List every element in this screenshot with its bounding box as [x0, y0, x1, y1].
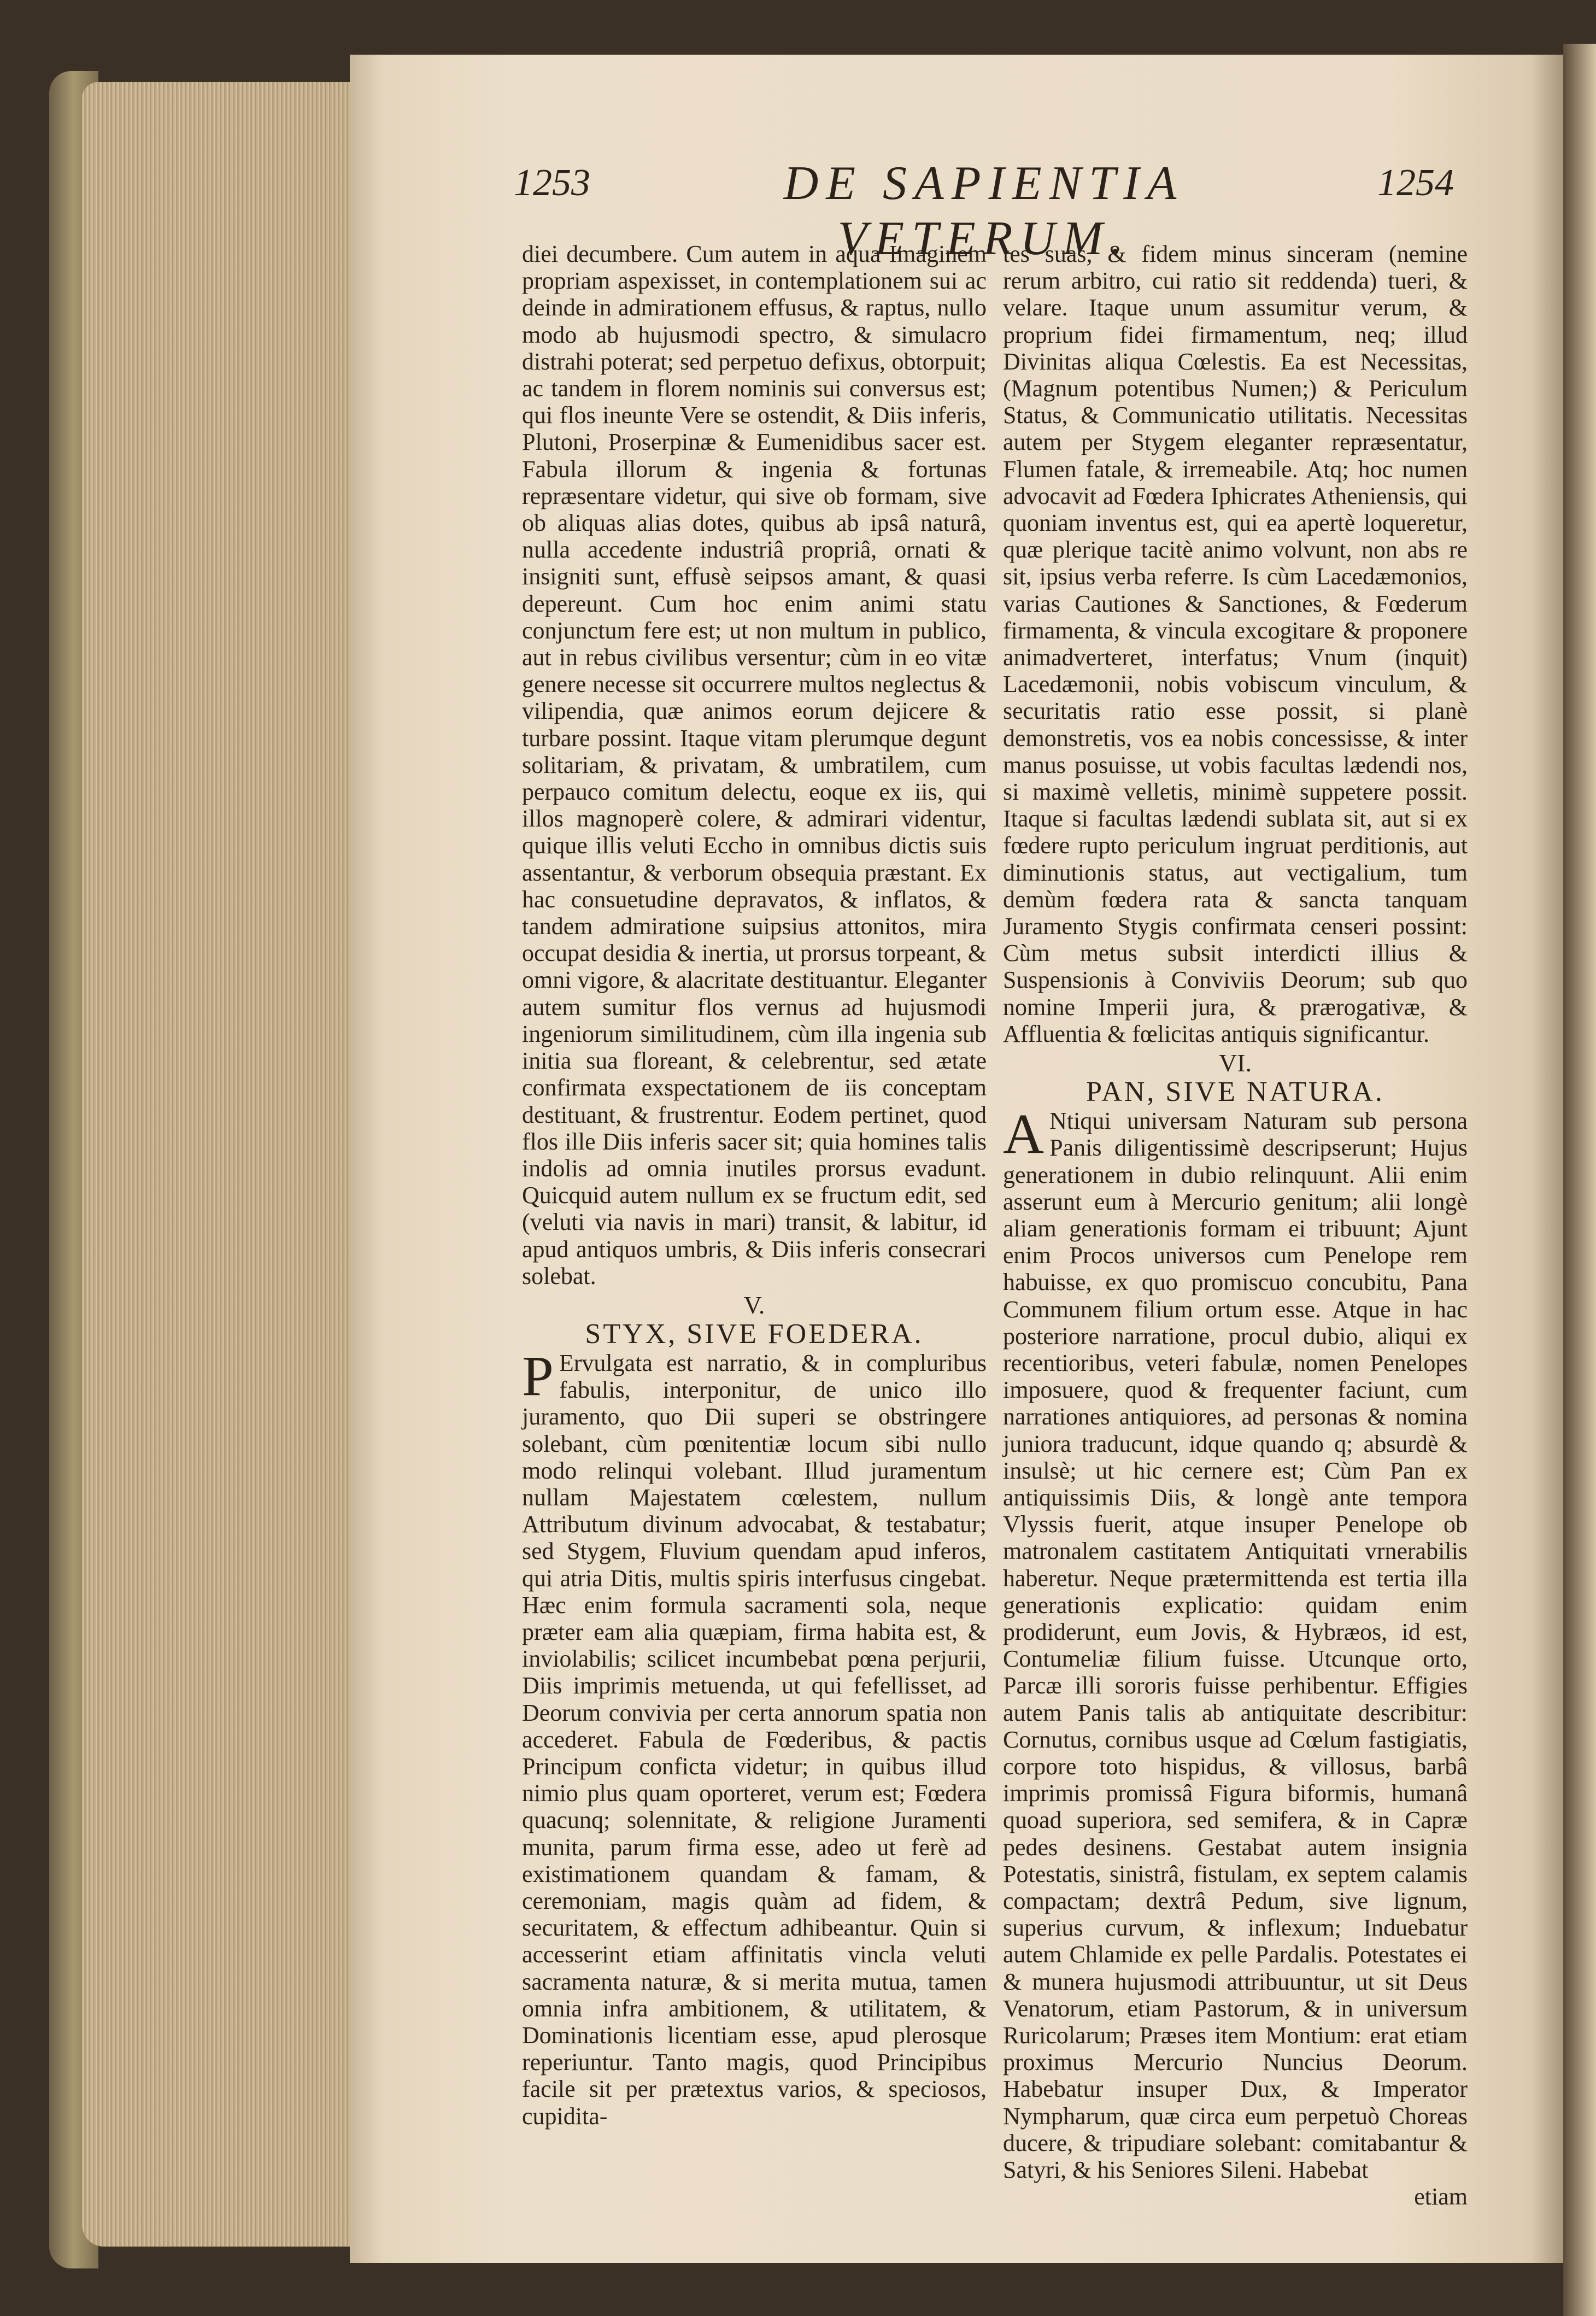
styx-text: Ervulgata est narratio, & in compluribus fabulis, interponitur, de unico illo juramento, quo Dii superi se obstringere solebant, cùm pœnitentiæ locum sibi nullo modo relinqui volebant. Illud juramentum nullam Majestatem cœlestem, nullum Attributum divinum advocabat, & testabatur; sed Stygem, Fluvium quendam apud inferos, qui atria Ditis, multis spiris interfusus cingebat. Hæc enim formula sacramenti sola, neque præter eam alia quæpiam, firma habita est, & inviolabilis; scilicet incumbebat pœna perjurii, Diis imprimis metuenda, ut qui fefellisset, ad Deorum convivia per certa annorum spatia non accederet. Fabula de Fœderibus, & pactis Principum conficta videtur; in quibus illud nimio plus quam oporteret, verum est; Fœdera quacunq; solennitate, & religione Juramenti munita, parum firma esse, adeo ut ferè ad existimationem quandam & famam, & ceremoniam, magis quàm ad fidem, & securitatem, & effectum adhibeantur. Quin si accesserint etiam affinitatis vincla veluti sacramenta naturæ, & si merita mutua, tamen omnia infra ambitionem, & utilitatem, & Dominationis licentiam esse, apud plerosque reperiuntur. Tanto magis, quod Principibus facile sit per prætextus varios, & speciosos, cupidita- [522, 1349, 987, 2130]
pan-paragraph [1003, 1103, 1468, 2184]
drop-cap-a: A [1003, 1103, 1045, 1166]
page-number-left: 1253 [514, 162, 590, 204]
section-number-vi: VI. [1218, 1049, 1252, 1077]
pan-text: Ntiqui universam Naturam sub persona Panis diligentissimè descripserunt; Hujus generationem in dubio relinquunt. Alii enim asserunt eum à Mercurio genitum; alii longè aliam generationis formam ei tribuunt; Ajunt enim Procos universos cum Penelope rem habuisse, ex quo promiscuo concubitu, Pana Communem filium ortum esse. Atque in hac posteriore narratione, procul dubio, aliqui ex recentioribus, veteri fabulæ, nomen Penelopes imposuere, quod & frequenter faciunt, cum narrationes antiquiores, ad personas & nomina juniora traducunt, idque quando q; absurdè & insulsè; ut hic cernere est; Cùm Pan ex antiquissimis Diis, & longè ante tempora Vlyssis fuerit, atque insuper Penelope ob matronalem castitatem Antiquitati vrnerabilis haberetur. Neque prætermittenda est tertia illa generationis explicatio: quidam enim prodiderunt, eum Jovis, & Hybræos, id est, Contumeliæ filium fuisse. Utcunque orto, Parcæ illi sororis fuisse perhibentur. Effigies autem Panis talis ab antiquitate describitur: Cornutus, cornibus usque ad Cœlum fastigiatis, corpore toto hispidus, & villosus, barbâ imprimis promissâ Figura biformis, humanâ quoad superiora, sed semifera, & in Capræ pedes desinens. Gestabat autem insignia Potestatis, sinistrâ, fistulam, ex septem calamis compactam; dextrâ Pedum, sive lignum, superius curvum, & inflexum; Induebatur autem Chlamide ex pelle Pardalis. Potestates ei & munera hujusmodi attribuuntur, ut sit Deus Venatorum, etiam Pastorum, & in universum Ruricolarum; Præses item Montium: erat etiam proximus Mercurio Nuncius Deorum. Habebatur insuper Dux, & Imperator Nympharum, quæ circa eum perpetuò Choreas ducere, & tripudiare solebant: comitabantur & Satyri, & his Seniores Sileni. Habebat [1003, 1107, 1468, 2184]
left-column [522, 241, 987, 2130]
page-number-right: 1254 [1377, 162, 1454, 204]
section-number-v: V. [743, 1291, 765, 1319]
right-column [1003, 241, 1468, 2211]
running-header [514, 156, 1454, 265]
drop-cap-p: P [522, 1344, 554, 1408]
catchword: etiam [1414, 2183, 1468, 2211]
page-block-edge [82, 82, 361, 2247]
section-title-pan: PAN, SIVE NATURA. [1086, 1076, 1384, 1108]
facing-page-edge [1563, 44, 1596, 2316]
styx-paragraph-end: tes suas, & fidem minus sinceram (nemine rerum arbitro, cui ratio sit reddenda) tueri, & velare. Itaque unum assumitur verum, & proprium fidei firmamentum, neq; illud Divinitas aliqua Cœlestis. Ea est Necessitas, (Magnum potentibus Numen;) & Periculum Status, & Communicatio utilitatis. Necessitas autem per Stygem eleganter repræsentatur, Flumen fatale, & irremeabile. Atq; hoc numen advocavit ad Fœdera Iphicrates Atheniensis, qui quoniam inventus est, qui ea apertè loqueretur, quæ plerique tacitè animo volvunt, non abs re sit, ipsius verba referre. Is cùm Lacedæmonios, varias Cautiones & Sanctiones, & Fœderum firmamenta, & vincula excogitare & proponere animadverteret, interfatus; Vnum (inquit) Lacedæmonii, nobis vobiscum vinculum, & securitatis ratio esse possit, si planè demonstretis, vos ea nobis concessisse, & inter manus posuisse, ut vobis facultas lædendi nos, si maximè velletis, minimè suppetere possit. Itaque si facultas lædendi sublata sit, aut si ex fœdere rupto periculum ingruat perditionis, aut diminutionis status, aut vectigalium, tum demùm fœdera rata & sancta tanquam Juramento Stygis confirmata censeri possint: Cùm metus subsit interdicti illius & Suspensionis à Conviviis Deorum; sub quo nomine Imperii jura, & prærogativæ, & Affluentia & fœlicitas antiquis significantur. [1003, 241, 1468, 1047]
styx-paragraph [522, 1344, 987, 2130]
running-title: DE SAPIENTIA VETERUM. [783, 157, 1184, 265]
section-title-styx: STYX, SIVE FOEDERA. [585, 1318, 924, 1350]
narcissus-paragraph-end: diei decumbere. Cum autem in aqua Imaginem propriam aspexisset, in contemplationem sui ac deinde in admirationem effusus, & raptus, nullo modo ab hujusmodi spectro, & simulacro distrahi poterat; sed perpetuo defixus, obtorpuit; ac tandem in florem nominis sui conversus est; qui flos ineunte Vere se ostendit, & Diis inferis, Plutoni, Proserpinæ & Eumenidibus sacer est. Fabula illorum & ingenia & fortunas repræsentare videtur, qui sive ob formam, sive ob aliquas alias dotes, quibus ab ipsâ naturâ, nulla accedente industriâ propriâ, ornati & insigniti sunt, effusè seipsos amant, & quasi depereunt. Cum hoc enim animi statu conjunctum fere est; ut non multum in publico, aut in rebus civilibus versentur; cùm in eo vitæ genere necesse sit occurrere multos neglectus & vilipendia, quæ animos eorum dejicere & turbare possint. Itaque vitam plerumque degunt solitariam, & privatam, & umbratilem, cum perpauco comitum delectu, eoque ex iis, qui illos magnoperè colere, & admirari videntur, quique illis veluti Eccho in omnibus dictis suis assentantur, & verborum obsequia præstant. Ex hac consuetudine depravatos, & inflatos, & tandem admiratione suipsius attonitos, mira occupat desidia & inertia, ut prorsus torpeant, & omni vigore, & alacritate destituantur. Eleganter autem sumitur flos vernus ad hujusmodi ingeniorum similitudinem, cùm illa ingenia sub initia sua floreant, & celebrentur, sed ætate confirmata exspectationem de iis conceptam destituant, & frustrentur. Eodem pertinet, quod flos ille Diis inferis sacer sit; quia homines talis indolis ad omnia inutiles prorsus evadunt. Quicquid autem nullum ex se fructum edit, sed (veluti via navis in mari) transit, & labitur, id apud antiquos umbris, & Diis inferis consecrari solebat. [522, 241, 987, 1289]
